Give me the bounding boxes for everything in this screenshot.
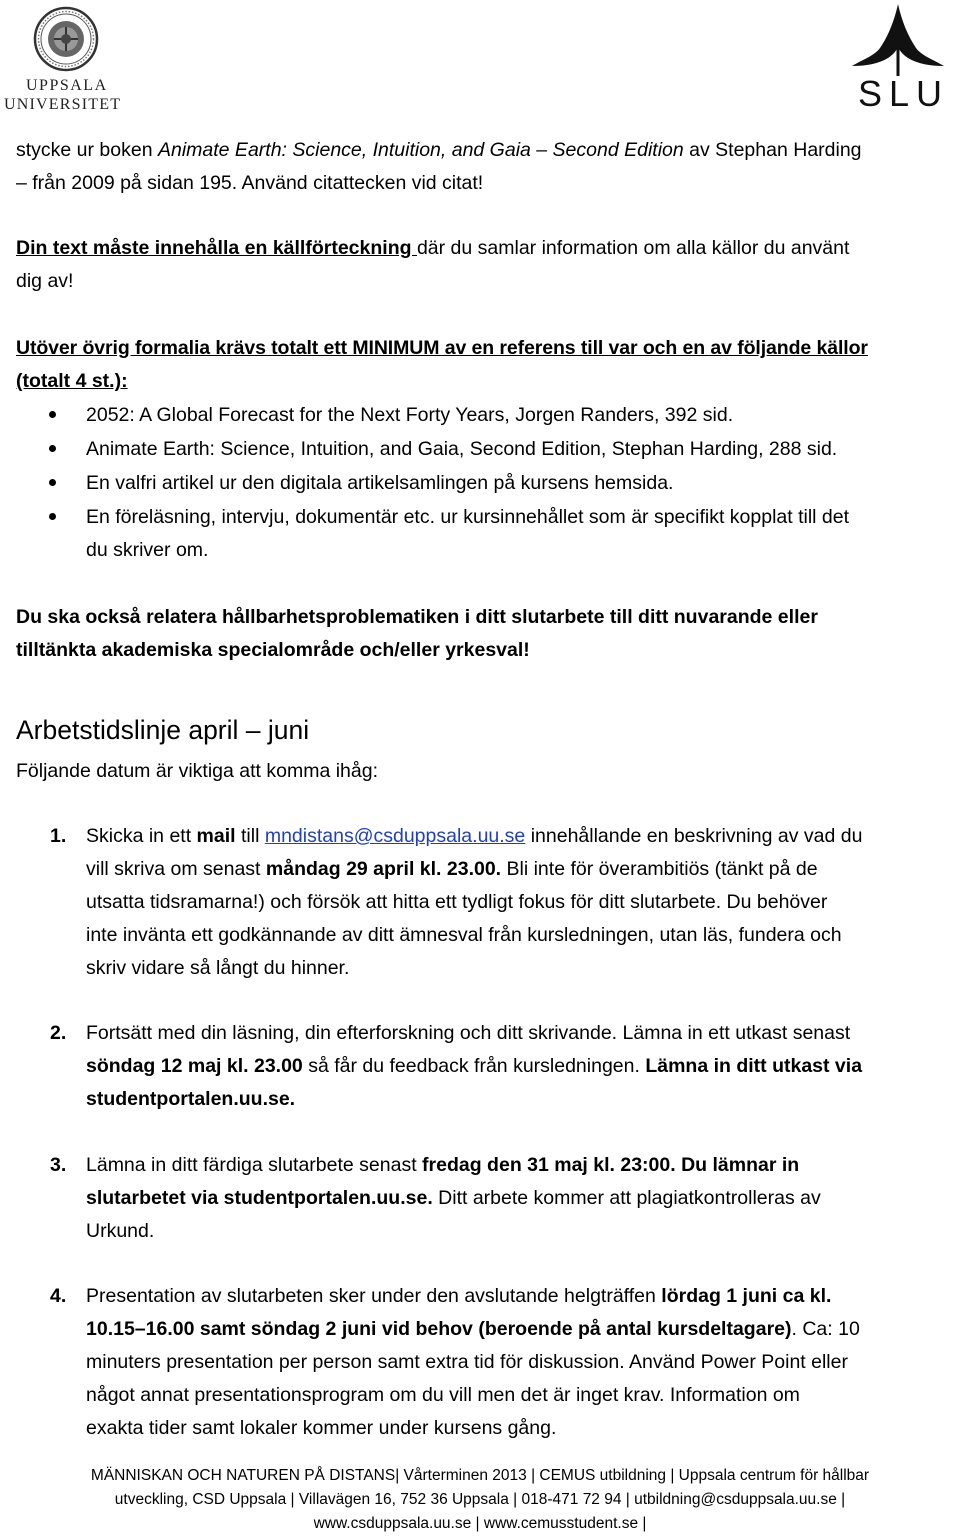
item-number: 1. [50,825,67,847]
item-2-line-2: söndag 12 maj kl. 23.00 så får du feedback från kursledningen. Lämna in ditt utkast via [86,1055,863,1077]
item-4-line-1: Presentation av slutarbeten sker under den avslutande helgträffen lördag 1 juni ca kl. [86,1285,832,1307]
item-1-line-1: Skicka in ett mail till mndistans@csduppsala.uu.se innehållande en beskrivning av vad du [86,825,863,847]
bullet-dot [49,513,56,520]
timeline-heading: Arbetstidslinje april – juni [16,715,310,745]
intro-line-2: – från 2009 på sidan 195. Använd citattecken vid citat! [16,172,484,194]
slu-logo [848,2,948,114]
item-3-line-3: Urkund. [86,1220,155,1242]
footer-line-2: utveckling, CSD Uppsala | Villavägen 16, 752 36 Uppsala | 018-471 72 94 | utbildning@csduppsala.uu.se | [114,1491,846,1508]
item-number: 2. [50,1022,67,1044]
item-4-line-4: något annat presentationsprogram om du vill men det är inget krav. Information om [86,1384,800,1406]
sources-line-1: Din text måste innehålla en källförteckning där du samlar information om alla källor du använt [16,237,850,259]
slu-leaf-icon [848,2,948,76]
relate-line-1: Du ska också relatera hållbarhetsproblematiken i ditt slutarbete till ditt nuvarande eller [16,606,818,628]
list-item: Animate Earth: Science, Intuition, and Gaia, Second Edition, Stephan Harding, 288 sid. [86,438,838,460]
item-number: 4. [50,1285,67,1307]
item-1-line-4: inte invänta ett godkännande av ditt ämnesval från kursledningen, utan läs, fundera och [86,924,842,946]
relate-line-2: tilltänkta akademiska specialområde och/eller yrkesval! [16,639,530,661]
sources-requirement: Din text måste innehålla en källförteckning [16,237,417,259]
item-4-line-5: exakta tider samt lokaler kommer under kursens gång. [86,1417,557,1439]
book-title: Animate Earth: Science, Intuition, and Gaia – Second Edition [157,139,684,161]
list-item: En föreläsning, intervju, dokumentär etc. ur kursinnehållet som är specifikt kopplat till det [86,506,850,528]
item-number: 3. [50,1154,67,1176]
uppsala-seal-icon [8,4,120,76]
slu-logo-text: SLU [858,73,950,114]
item-1-line-2: vill skriva om senast måndag 29 april kl. 23.00. Bli inte för överambitiös (tänkt på de [86,858,818,880]
list-item-continued: du skriver om. [86,539,209,561]
item-3-line-1: Lämna in ditt färdiga slutarbete senast fredag den 31 maj kl. 23:00. Du lämnar in [86,1154,800,1176]
bullet-dot [49,445,56,452]
minimum-line-1: Utöver övrig formalia krävs totalt ett MINIMUM av en referens till var och en av följande källor [16,337,868,359]
uppsala-logo-line1: UPPSALA [26,77,108,94]
intro-line-1: stycke ur boken Animate Earth: Science, Intuition, and Gaia – Second Edition av Stephan Harding [16,139,862,161]
item-4-line-2: 10.15–16.00 samt söndag 2 juni vid behov (beroende på antal kursdeltagare). Ca: 10 [86,1318,860,1340]
bullet-dot [49,479,56,486]
item-1-line-3: utsatta tidsramarna!) och försök att hitta ett tydligt fokus för ditt slutarbete. Du behöver [86,891,828,913]
item-3-line-2: slutarbetet via studentportalen.uu.se. Ditt arbete kommer att plagiatkontrolleras av [86,1187,821,1209]
list-item: 2052: A Global Forecast for the Next Forty Years, Jorgen Randers, 392 sid. [86,404,734,426]
list-item: En valfri artikel ur den digitala artikelsamlingen på kursens hemsida. [86,472,674,494]
bullet-dot [49,411,56,418]
item-1-line-5: skriv vidare så långt du hinner. [86,957,350,979]
timeline-subheading: Följande datum är viktiga att komma ihåg: [16,760,379,782]
item-2-line-1: Fortsätt med din läsning, din efterforskning och ditt skrivande. Lämna in ett utkast senast [86,1022,851,1044]
email-link[interactable]: mndistans@csduppsala.uu.se [264,825,526,847]
footer-line-1: MÄNNISKAN OCH NATUREN PÅ DISTANS| Vårterminen 2013 | CEMUS utbildning | Uppsala centrum för hållbar [90,1467,870,1484]
sources-line-2: dig av! [16,270,74,292]
footer-line-3: www.csduppsala.uu.se | www.cemusstudent.se | [313,1515,647,1532]
item-4-line-3: minuters presentation per person samt extra tid för diskussion. Använd Power Point eller [86,1351,848,1373]
item-2-line-3: studentportalen.uu.se. [86,1088,296,1110]
uppsala-logo-line2: UNIVERSITET [4,96,122,113]
minimum-line-2: (totalt 4 st.): [16,370,128,392]
uppsala-logo [4,4,122,116]
